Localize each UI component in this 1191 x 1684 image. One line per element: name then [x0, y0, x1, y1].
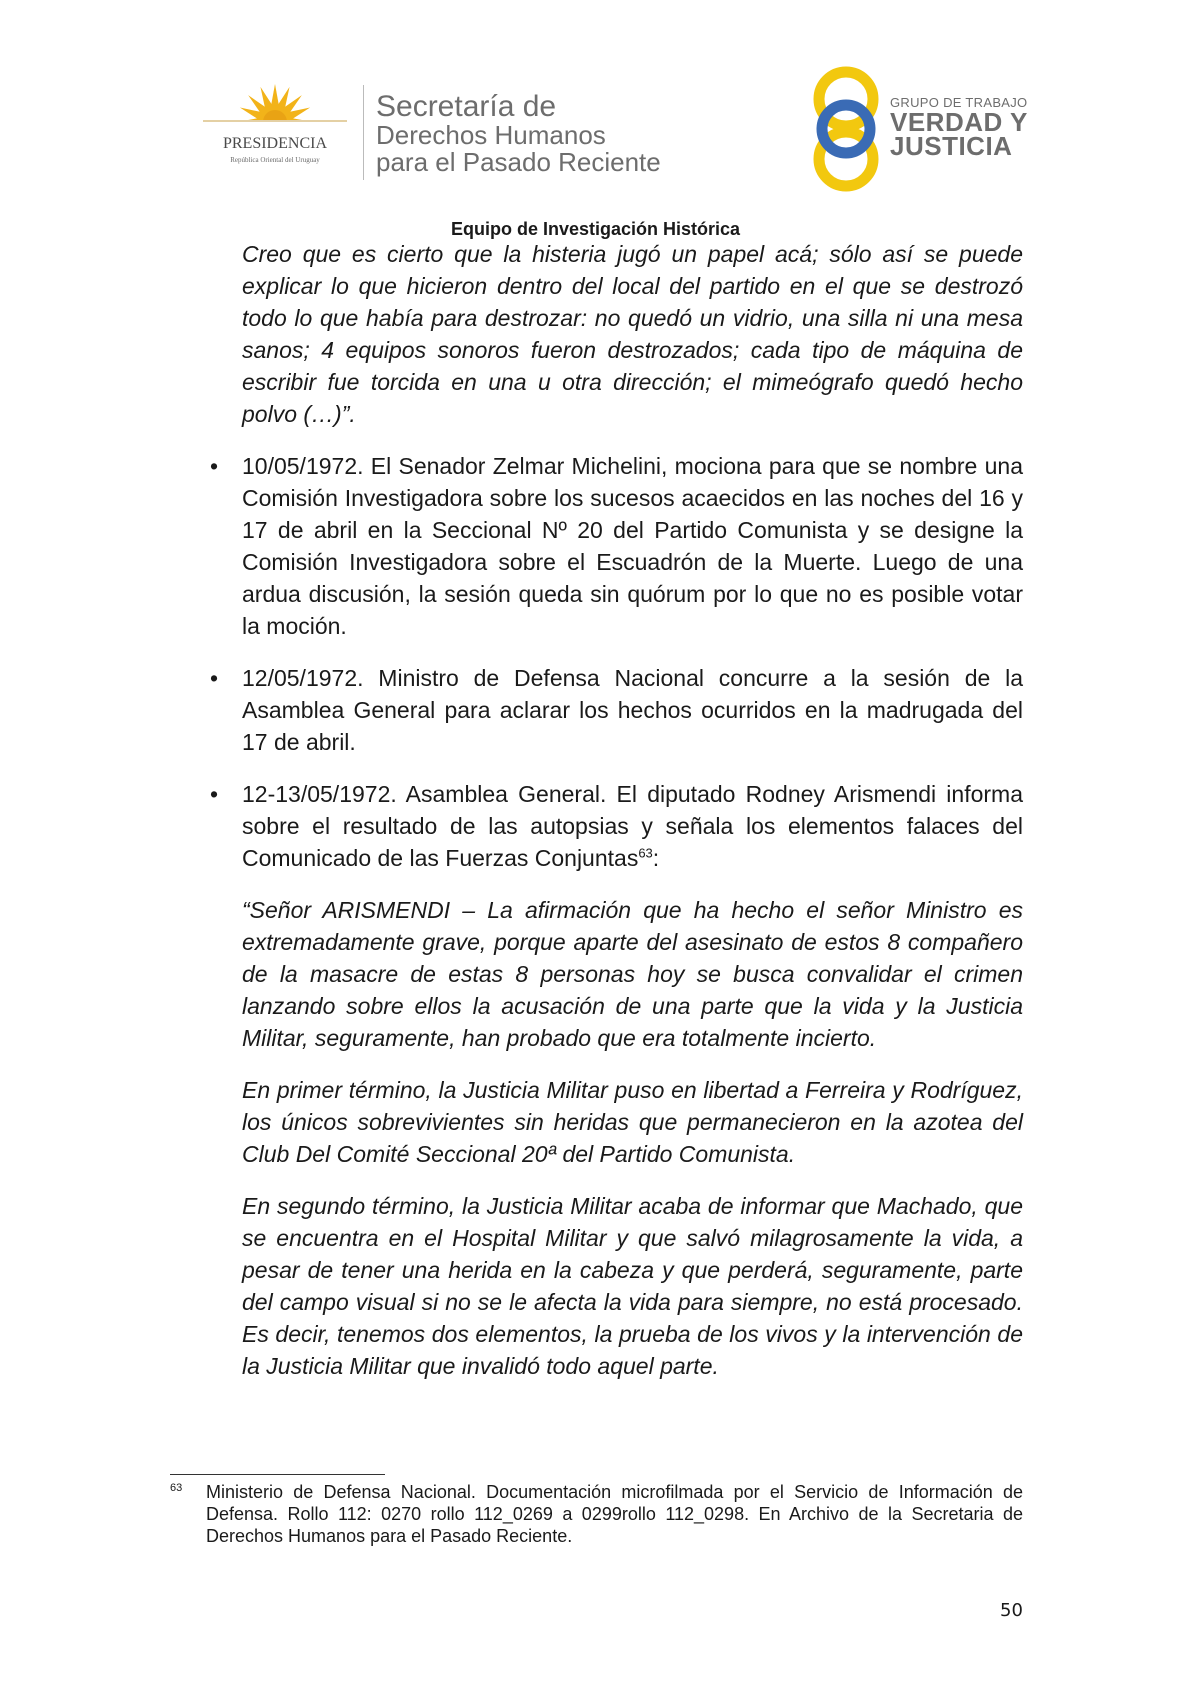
presidencia-sun-logo — [195, 80, 355, 180]
presidencia-text: PRESIDENCIA — [222, 135, 328, 152]
footnote-reference[interactable]: 63 — [638, 845, 653, 861]
republica-text: República Oriental del Uruguay — [230, 156, 320, 164]
bullet-text-end: : — [652, 845, 660, 871]
secretaria-line2: Derechos Humanos — [376, 120, 606, 150]
quote-paragraph: En segundo término, la Justicia Militar acaba de informar que Machado, que se encuentra en el Hospital Militar y que salvó milagrosamente la vida, a pesar de tener una herida en la cabeza y que perderá, seguramente, parte del campo visual si no se le afecta la vida para siempre, no está procesado. Es decir, tenemos dos elementos, la prueba de los vivos y la intervención de la Justicia Militar que invalidó todo aquel parte. — [242, 1193, 1023, 1379]
bullet-text: 12-13/05/1972. Asamblea General. El diputado Rodney Arismendi informa sobre el resultado de las autopsias y señala los elementos falaces del Comunicado de las Fuerzas Conjuntas — [242, 781, 1023, 871]
grupo-line2: VERDAD Y — [890, 107, 1028, 137]
bullet-icon: • — [210, 453, 219, 479]
bullet-icon: • — [210, 781, 219, 807]
footnote-separator — [170, 1474, 385, 1475]
document-body — [210, 238, 1023, 1402]
footnote — [170, 1481, 1023, 1547]
team-title: Equipo de Investigación Histórica — [450, 219, 741, 239]
grupo-line1: GRUPO DE TRABAJO — [890, 95, 1028, 110]
quote-paragraph: En primer término, la Justicia Militar puso en libertad a Ferreira y Rodríguez, los únicos sobrevivientes sin heridas que permanecieron en la azotea del Club Del Comité Seccional 20ª del Partido Comunista. — [242, 1077, 1023, 1167]
bullet-icon: • — [210, 665, 219, 691]
grupo-line3: JUSTICIA — [890, 131, 1013, 161]
secretaria-logo-text — [376, 92, 661, 176]
list-item — [210, 450, 1023, 642]
bullet-text: 12/05/1972. Ministro de Defensa Nacional concurre a la sesión de la Asamblea General para aclarar los hechos ocurridos en la madrugada del 17 de abril. — [242, 665, 1023, 755]
secretaria-line1: Secretaría de — [376, 90, 557, 123]
quote-continuation: Creo que es cierto que la histeria jugó un papel acá; sólo así se puede explicar lo que hicieron dentro del local del partido en el que se destrozó todo lo que había para destrozar: no quedó un vidrio, una silla ni una mesa sanos; 4 equipos sonoros fueron destrozados; cada tipo de máquina de escribir fue torcida en una u otra dirección; el mimeógrafo quedó hecho polvo (…)”. — [242, 241, 1023, 427]
quote-paragraph: “Señor ARISMENDI – La afirmación que ha hecho el señor Ministro es extremadamente grave, porque aparte del asesinato de estos 8 compañero de la masacre de estas 8 personas hoy se busca convalidar el crimen lanzando sobre ellos la acusación de una parte que la vida y la Justicia Militar, seguramente, han probado que era totalmente incierto. — [242, 897, 1023, 1051]
grupo-logo-text — [890, 95, 1028, 161]
list-item — [210, 662, 1023, 758]
page-header — [0, 0, 1191, 210]
secretaria-line3: para el Pasado Reciente — [376, 147, 661, 177]
bullet-text: 10/05/1972. El Senador Zelmar Michelini, mociona para que se nombre una Comisión Investigadora sobre los sucesos acaecidos en las noches del 16 y 17 de abril en la Seccional Nº 20 del Partido Comunista y se designe la Comisión Investigadora sobre el Escuadrón de la Muerte. Luego de una ardua discusión, la sesión queda sin quórum por lo que no es posible votar la moción. — [242, 453, 1023, 639]
footnote-text: Ministerio de Defensa Nacional. Documentación microfilmada por el Servicio de Información de Defensa. Rollo 112: 0270 rollo 112_0269 a 0299rollo 112_0298. En Archivo de la Secretaria de Derechos Humanos para el Pasado Reciente. — [206, 1482, 1023, 1546]
header-divider — [363, 85, 364, 180]
page-number: 50 — [1000, 1600, 1023, 1621]
list-item — [210, 778, 1023, 874]
footnote-number: 63 — [170, 1482, 183, 1494]
